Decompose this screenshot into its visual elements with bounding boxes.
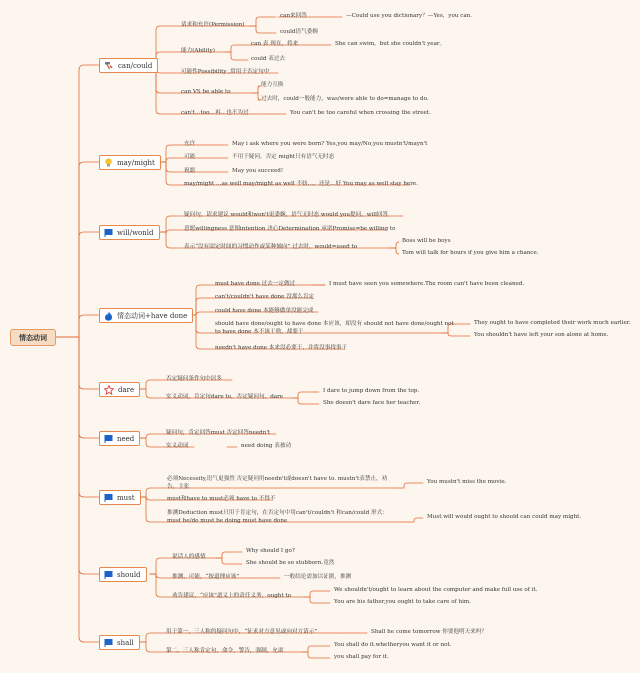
connector-line bbox=[55, 337, 99, 574]
connector-line bbox=[390, 242, 399, 248]
node-should-emotion[interactable]: 说话人的感情 bbox=[172, 554, 206, 560]
connector-line bbox=[252, 86, 261, 93]
topic-dare[interactable] bbox=[99, 382, 140, 397]
lightbulb-icon bbox=[104, 158, 113, 167]
node-must-necessity-1[interactable]: 必须Necessity,语气更强烈 否定疑问用needn't或doesn't have to. mustn't表禁止，劝 bbox=[167, 476, 388, 482]
connector-line bbox=[408, 518, 423, 522]
connector-line bbox=[225, 45, 248, 52]
star-icon bbox=[104, 385, 114, 395]
node-must-have-to[interactable]: must和have to must必须 have to 不得不 bbox=[167, 496, 276, 502]
node-possibility[interactable]: 可能性Possibility ,常用于否定句中 bbox=[181, 69, 270, 75]
example-will-habit-1[interactable]: Boss will be boys bbox=[402, 238, 451, 244]
example-dare-1[interactable]: I dare to jump down from the top. bbox=[323, 388, 420, 394]
connector-line bbox=[55, 65, 99, 337]
hammer-icon bbox=[104, 61, 114, 70]
example-should-advice-1[interactable]: We shouldn't/ought to learn about the computer and make full use of it. bbox=[334, 587, 538, 593]
example-must-deduction[interactable]: Must will would ought to should can could may might. bbox=[427, 514, 582, 520]
topic-label: must bbox=[117, 493, 135, 502]
example-permission[interactable]: —Could use you dictionary？—Yes，you can. bbox=[346, 13, 473, 19]
node-need-question[interactable]: 疑问句，肯定回答must 否定回答needn't bbox=[166, 430, 271, 436]
node-will-request[interactable]: 疑问句，请求建议 would和won't更委婉，语气无时态 would you提问，will回答 bbox=[184, 212, 389, 218]
connector-line bbox=[216, 558, 242, 564]
node-permission[interactable]: 请求和允许(Permission) bbox=[181, 22, 245, 28]
connector-line bbox=[250, 26, 276, 33]
node-cant-have-done[interactable]: can't/couldn't have done 没那么肯定 bbox=[215, 294, 315, 300]
topic-label: shall bbox=[117, 638, 134, 647]
node-cant-too[interactable]: can't…too…再…也不为过 bbox=[181, 110, 249, 116]
node-must-have-done[interactable]: must have done 过去一定做过 bbox=[215, 281, 296, 287]
connector-line bbox=[252, 93, 261, 100]
flag-icon bbox=[104, 570, 113, 579]
connector-line bbox=[390, 248, 399, 254]
node-permission-polite[interactable]: could语气委婉 bbox=[280, 29, 318, 35]
node-will-willingness[interactable]: 意愿willingness 意图intention 决心Determination 承诺Promise=be willing to bbox=[184, 226, 396, 232]
topic-label: may/might bbox=[117, 158, 155, 167]
node-must-deduction-2[interactable]: must be/do must be doing must have done bbox=[167, 518, 288, 524]
example-will-habit-2[interactable]: Tom will talk for hours if you give him a chance. bbox=[402, 250, 539, 256]
note-should-guess[interactable]: 一般结论需加以证据，推测 bbox=[284, 574, 352, 580]
flag-icon bbox=[104, 434, 113, 443]
connector-line bbox=[304, 591, 330, 597]
node-shall-second-third[interactable]: 第二，三人称肯定句，命令，警告，强制，允诺 bbox=[166, 648, 284, 654]
node-may-possible[interactable]: 可能 bbox=[184, 154, 196, 160]
node-may-wish[interactable]: 祝愿 bbox=[184, 168, 196, 174]
node-should-advice[interactable]: 劝告建议，“应该”道义上的责任义务，ought to bbox=[172, 593, 292, 599]
connector-line bbox=[216, 552, 242, 558]
topic-will-would[interactable] bbox=[99, 225, 160, 240]
connector-line bbox=[55, 232, 99, 337]
topic-label: dare bbox=[118, 385, 135, 394]
example-shall-second-1[interactable]: You shall do it.whetheryou want it or not. bbox=[334, 642, 452, 648]
flag-icon bbox=[104, 493, 113, 502]
connector-line bbox=[225, 52, 248, 60]
example-may-wish[interactable]: May you succeed! bbox=[232, 168, 284, 174]
node-be-able-past[interactable]: 过去时，could一般能力，was/were able to do=manage to do. bbox=[261, 96, 429, 102]
connector-line bbox=[55, 162, 99, 337]
topic-label: need bbox=[117, 434, 135, 443]
example-must-have-done[interactable]: I must have seen you somewhere.The room can't have been cleaned. bbox=[329, 281, 525, 287]
example-dare-2[interactable]: She doesn't dare face her teacher. bbox=[323, 400, 421, 406]
topic-modal-have-done[interactable] bbox=[99, 308, 193, 323]
topic-can-could[interactable] bbox=[99, 58, 158, 73]
node-should-have-done-1[interactable]: should have done/ought to have done 本应该，却没有 should not have done/ought not bbox=[215, 321, 454, 327]
topic-may-might[interactable] bbox=[99, 155, 161, 170]
connector-line bbox=[304, 597, 330, 603]
connector-line bbox=[55, 337, 99, 642]
connector-line bbox=[398, 483, 423, 488]
example-should-emotion-1[interactable]: Why should I go? bbox=[246, 548, 295, 554]
node-must-deduction-1[interactable]: 推测Deduction must只用于肯定句，在否定句中用can't/couldn't 和can/could 形式： bbox=[167, 510, 388, 516]
topic-label: 情态动词+have done bbox=[117, 311, 188, 320]
example-should-advice-2[interactable]: You are his father,you ought to take care of him. bbox=[334, 599, 471, 605]
node-neednt-have-done[interactable]: needn't have done 本来没必要干，并将没事找事干 bbox=[215, 345, 348, 351]
connector-line bbox=[292, 392, 319, 398]
node-should-have-done-2[interactable]: to have done 本不该干啥，却要干 bbox=[215, 329, 304, 335]
node-dare-real-verb[interactable]: 实义动词，肯定句dare to，否定疑问句，dare bbox=[166, 394, 284, 400]
node-need-real-verb[interactable]: 实义动词 bbox=[166, 443, 189, 449]
example-should-emotion-2[interactable]: She should be so stubborn.竟然 bbox=[246, 560, 335, 566]
example-cant-too[interactable]: You can't be too careful when crossing the street. bbox=[290, 110, 431, 116]
node-ability[interactable]: 能力(Ability) bbox=[181, 48, 215, 54]
node-be-able-interchange[interactable]: 能力互换 bbox=[261, 82, 284, 88]
flag-icon bbox=[104, 638, 113, 647]
note-need-real-verb[interactable]: need doing 表被动 bbox=[241, 443, 292, 449]
topic-should[interactable] bbox=[99, 567, 147, 582]
topic-must[interactable] bbox=[99, 490, 141, 505]
topic-label: can/could bbox=[118, 61, 153, 70]
connector-line bbox=[150, 26, 250, 65]
flag-icon bbox=[104, 228, 113, 237]
node-will-habit[interactable]: 表示“没有固定时间的习惯动作或某种倾向” 过去时，would=used to bbox=[184, 244, 358, 250]
topic-shall[interactable] bbox=[99, 635, 140, 650]
connector-line bbox=[292, 398, 319, 404]
example-should-have-done-1[interactable]: They ought to have completed their work much earlier. bbox=[474, 320, 631, 326]
flame-icon bbox=[104, 311, 113, 321]
topic-need[interactable] bbox=[99, 431, 140, 446]
node-ability-past[interactable]: could 表过去 bbox=[251, 56, 286, 62]
example-ability[interactable]: She can swim，but she couldn't year。 bbox=[335, 41, 446, 47]
node-dare-negative[interactable]: 否定疑问条件句中居多 bbox=[166, 376, 222, 382]
example-may-allow[interactable]: May i ask where you were born? Yes,you may/No,you mustn't/mayn't bbox=[232, 141, 428, 147]
node-could-have-done[interactable]: could have done 本能够做单没能完成 bbox=[215, 308, 314, 314]
connector-line bbox=[55, 315, 99, 337]
node-shall-first-third[interactable]: 用于第一，三人称的疑问句中，“征求对方意见或向对方请示” bbox=[166, 629, 318, 635]
root-node-modal-verbs[interactable]: 情态动词 bbox=[10, 329, 56, 346]
node-permission-reply[interactable]: can来回答 bbox=[280, 13, 307, 19]
topic-label: should bbox=[117, 570, 141, 579]
example-must-necessity[interactable]: You mustn't miss the movie. bbox=[427, 479, 507, 485]
connector-line bbox=[302, 646, 330, 652]
connector-line bbox=[302, 652, 330, 658]
node-ability-now[interactable]: can 表 现在，将来 bbox=[251, 41, 299, 47]
node-may-as-well[interactable]: may/might …as well may/might as well 不妨…，还是…好 You may as well stay here. bbox=[184, 181, 419, 187]
node-may-allow[interactable]: 允许 bbox=[184, 141, 196, 147]
connector-line bbox=[55, 337, 99, 438]
node-must-necessity-2[interactable]: 告，主张 bbox=[167, 484, 190, 490]
example-shall-second-2[interactable]: you shall pay for it. bbox=[334, 654, 389, 660]
example-shall-first-third[interactable]: Shall he come tomorrow 你要他明天来吗？ bbox=[371, 629, 488, 635]
connector-line bbox=[250, 17, 276, 26]
example-should-have-done-2[interactable]: You shouldn't have left your son alone at home. bbox=[474, 332, 609, 338]
note-may-possible[interactable]: 不用于疑问，否定 might只有语气无时态 bbox=[232, 154, 335, 160]
connector-line bbox=[442, 333, 470, 336]
node-should-guess[interactable]: 推测，可能，“按道理应该” bbox=[172, 574, 240, 580]
connector-line bbox=[55, 337, 99, 497]
connector-line bbox=[55, 337, 99, 389]
node-can-vs-be-able[interactable]: can VS be able to bbox=[181, 89, 231, 95]
topic-label: will/wonld bbox=[117, 228, 154, 237]
